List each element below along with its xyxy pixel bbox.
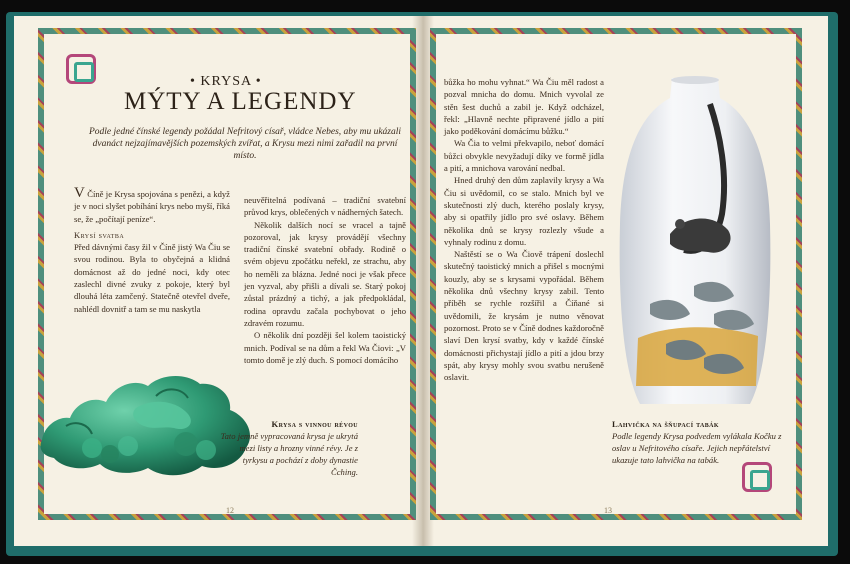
paragraph: Před dávnými časy žil v Číně jistý Wa Čiu se svou rodinou. Byla to obyčejná a klidná domácnost až do jedné noci, kdy otec zaslechl divné zvuky z pokoje, který byl dlouhá léta zamčený. Statečně otevřel dveře, nahlédl dovnitř a tam se mu naskytla bbox=[74, 242, 230, 314]
left-column-2 bbox=[244, 194, 406, 366]
snuff-bottle-icon bbox=[610, 74, 780, 414]
paragraph: bůžka ho mohu vyhnat.“ Wa Čiu měl radost a pozval mnicha do domu. Mnich vyvolal ze stěn šest duchů a zabil je. Když odcházel, řekl: „Hlavně nechte připravené jídlo a pití jako poděkování domácímu bůžku.“ bbox=[444, 77, 604, 137]
paragraph: Hned druhý den dům zaplavily krysy a Wa Čiu si uvědomil, co se stalo. Mnich byl ve skutečnosti zlý duch, kterého poslaly krysy, aby si opatřily jídlo pro své oslavy. Během několika dnů se krysy rozlezly všude a vyhnaly rodinu z domu. bbox=[444, 175, 604, 247]
caption-body: Tato jemně vypracovaná krysa je ukrytá mezi listy a hrozny vinné révy. Je z tyrkysu a pochází z doby dynastie Čching. bbox=[220, 431, 358, 477]
paragraph bbox=[74, 185, 230, 225]
paragraph: Naštěstí se o Wa Čiově trápení doslechl skutečný taoistický mnich a přišel s mocnými kouzly, aby se s krysami vypořádal. Během několika dnů všechny krysy zabil. Tento příběh se rychle rozšířil a Číňané si uvědomili, že krysám je nutno věnovat pozornost. Proto se v Číně dodnes každoročně slaví Den krysí svatby, kdy v každé čínské domácnosti přichystají jídlo a pití a jdou brzy spát, aby krysy mohly svou svatbu nerušeně oslavit. bbox=[444, 249, 604, 383]
right-column bbox=[444, 76, 604, 383]
left-column-1 bbox=[74, 185, 230, 315]
paragraph: neuvěřitelná podívaná – tradiční svatební průvod krys, oblečených v nádherných šatech. bbox=[244, 195, 406, 218]
page-number-left: 12 bbox=[226, 506, 234, 515]
caption-title: Lahvička na šňupací tabák bbox=[612, 419, 719, 429]
jade-caption bbox=[218, 418, 358, 478]
subheading: Krysí svatba bbox=[74, 229, 125, 240]
paragraph: Wa Čia to velmi překvapilo, neboť domácí bůžci obvykle nevyžadují díky ve formě jídla a pití, a mnichova varování nedbal. bbox=[444, 138, 604, 174]
caption-title: Krysa s vinnou révou bbox=[271, 419, 358, 429]
dropcap: V bbox=[74, 185, 85, 201]
knot-ornament-icon bbox=[66, 54, 96, 84]
bottle-caption bbox=[612, 418, 784, 466]
intro-paragraph: Podle jedné čínské legendy požádal Nefritový císař, vládce Nebes, aby mu ukázali dvanáct nejzajímavějších pozemských zvířat, a Krysu mezi nimi zařadil na první místo. bbox=[88, 127, 402, 161]
paragraph: O několik dní později šel kolem taoistický mnich. Podíval se na dům a řekl Wa Čiovi: „V tomto domě je zlý duch. S pomocí domácího bbox=[244, 330, 406, 365]
caption-body: Podle legendy Krysa podvedem vylákala Kočku z oslav u Nefritového císaře. Jejich nepřátelství ukazuje tato lahvička na tabák. bbox=[612, 431, 782, 465]
paragraph: Několik dalších nocí se vracel a tajně pozoroval, jak krysy provádějí všechny tradiční čínské svatební obřady. Rodině o svém objevu zpočátku neřekl, ze strachu, aby ho neměli za blázna. Jedné noci je však přece jen vyzval, aby přišli a dívali se. Starý pokoj zůstal prázdný a tichý, a jak předpokládal, rodina opravdu začala pochybovat o jeho zdravém rozumu. bbox=[244, 219, 406, 328]
section-label: • KRYSA • bbox=[190, 74, 262, 89]
page-number-right: 13 bbox=[604, 506, 612, 515]
knot-ornament-icon bbox=[742, 462, 772, 492]
page-title: MÝTY A LEGENDY bbox=[124, 88, 357, 115]
paragraph-text: Číně je Krysa spojována s penězi, a když je v noci slyšet pobíhání krys nebo myší, říká se, že „počítají peníze“. bbox=[74, 189, 230, 224]
